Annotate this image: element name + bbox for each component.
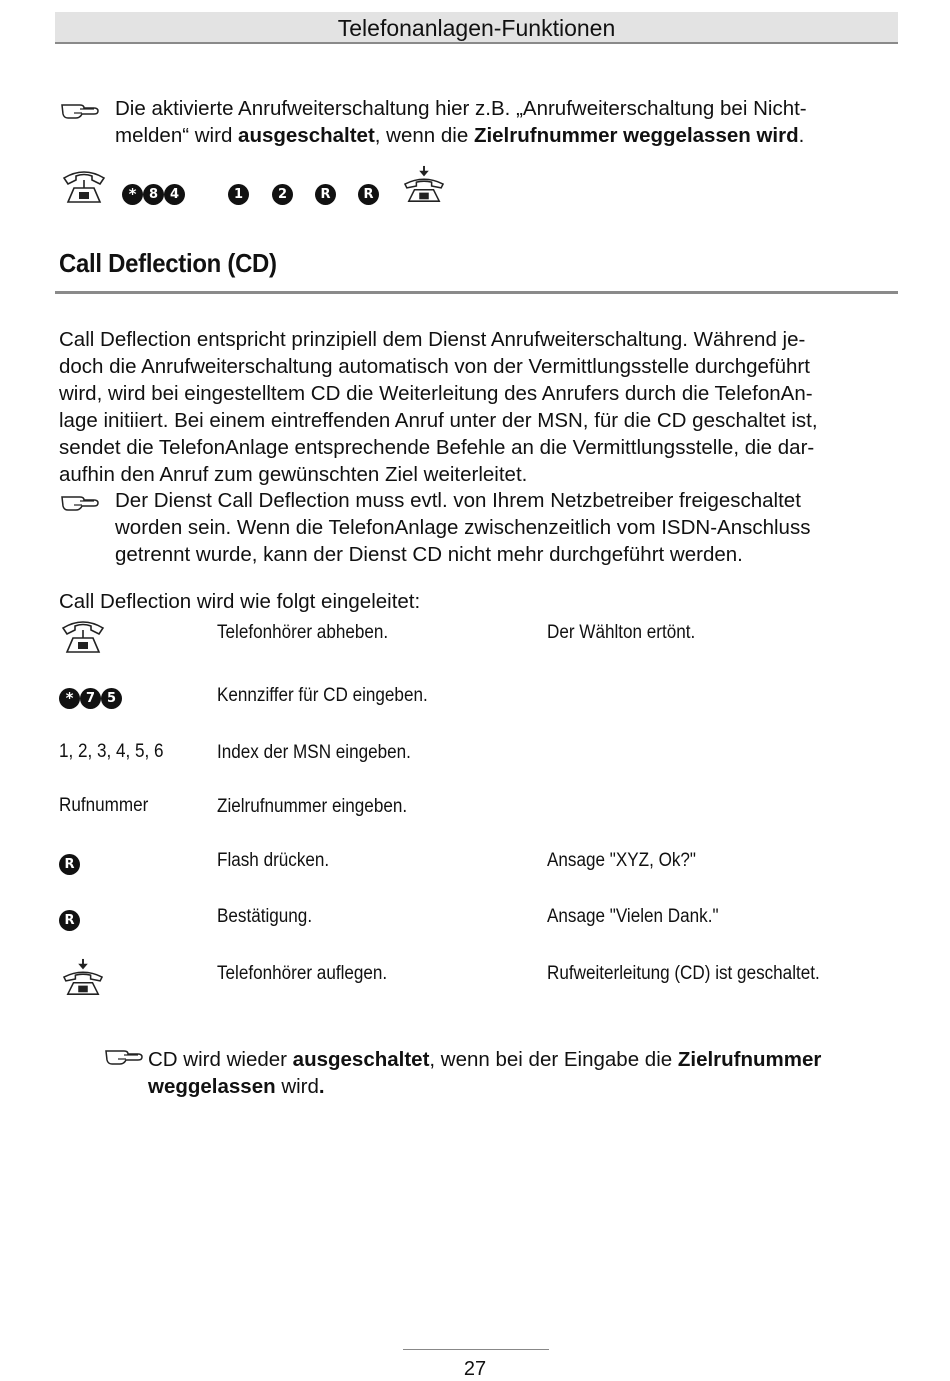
key-7: 7 — [80, 688, 101, 709]
key-4: 4 — [164, 184, 185, 205]
note-3-bold-weggelassen: weggelassen — [148, 1075, 276, 1098]
steps-intro: Call Deflection wird wie folgt eingeleitet: — [59, 590, 421, 613]
step-2-keys — [59, 688, 122, 709]
step-1-action: Telefonhörer abheben. — [217, 622, 389, 643]
step-7-action: Telefonhörer auflegen. — [217, 963, 388, 984]
phone-off-hook-icon — [59, 618, 107, 658]
intro-line: lage initiiert. Bei einem eintreffenden Anruf unter der MSN, für die CD geschaltet ist, — [59, 409, 818, 432]
pointing-hand-icon — [104, 1042, 146, 1066]
section-divider — [55, 291, 898, 294]
footer-divider — [403, 1349, 549, 1350]
note-3 — [148, 1046, 898, 1100]
step-3-label: 1, 2, 3, 4, 5, 6 — [59, 741, 164, 762]
step-4-action: Zielrufnummer eingeben. — [217, 796, 408, 817]
note-3-bold-zielrufnummer: Zielrufnummer — [677, 1048, 822, 1071]
note-3-text: CD wird wieder — [148, 1048, 293, 1071]
note-3-text-end: wird — [275, 1075, 319, 1098]
intro-line: sendet die TelefonAnlage entsprechende Befehle an die Vermittlungsstelle, die dar- — [59, 436, 815, 459]
step-6-action: Bestätigung. — [217, 906, 313, 927]
step-4-label: Rufnummer — [59, 795, 149, 816]
note-3-text-mid: , wenn bei der Eingabe die — [429, 1048, 678, 1071]
note-1-bold-zielrufnummer: Zielrufnummer weggelassen wird — [473, 124, 799, 147]
note-1 — [115, 95, 895, 149]
note-3-line-1 — [148, 1046, 898, 1073]
key-r: R — [358, 184, 379, 205]
intro-line: doch die Anrufweiterschaltung automatisch von der Vermittlungsstelle durchgeführt — [59, 355, 810, 378]
key-5: 5 — [101, 688, 122, 709]
note-3-line-2 — [148, 1073, 898, 1100]
key-star: * — [122, 184, 143, 205]
note-1-bold-ausgeschaltet: ausgeschaltet — [238, 124, 375, 147]
note-2-line: worden sein. Wenn die TelefonAnlage zwischenzeitlich vom ISDN-Anschluss — [115, 516, 811, 539]
key-r: R — [315, 184, 336, 205]
note-3-bold-ausgeschaltet: ausgeschaltet — [292, 1048, 430, 1071]
intro-line: Call Deflection entspricht prinzipiell dem Dienst Anrufweiterschaltung. Während je- — [59, 328, 806, 351]
note-3-period: . — [318, 1075, 325, 1098]
step-6-result: Ansage "Vielen Dank." — [547, 906, 719, 927]
key-r: R — [59, 910, 80, 931]
note-2 — [115, 487, 895, 568]
key-star: * — [59, 688, 80, 709]
intro-paragraph — [59, 326, 899, 488]
step-3-action: Index der MSN eingeben. — [217, 742, 411, 763]
step-7-result: Rufweiterleitung (CD) ist geschaltet. — [547, 963, 820, 984]
note-1-text-end: . — [798, 124, 805, 147]
key-8: 8 — [143, 184, 164, 205]
step-2-action: Kennziffer für CD eingeben. — [217, 685, 428, 706]
step-5-result: Ansage "XYZ, Ok?" — [547, 850, 697, 871]
key-2: 2 — [272, 184, 293, 205]
phone-hang-up-icon — [400, 165, 448, 205]
page-number: 27 — [463, 1358, 487, 1380]
section-title: Call Deflection (CD) — [59, 248, 277, 278]
pointing-hand-icon — [60, 96, 102, 120]
intro-line: aufhin den Anruf zum gewünschten Ziel weiterleitet. — [59, 463, 528, 486]
note-1-text: melden“ wird — [115, 124, 239, 147]
phone-off-hook-icon — [60, 168, 108, 208]
phone-hang-up-icon — [59, 958, 107, 998]
key-sequence-84 — [122, 184, 185, 205]
note-1-line-1: Die aktivierte Anrufweiterschaltung hier z.B. „Anrufweiterschaltung bei Nicht- — [115, 97, 807, 120]
note-1-text-mid: , wenn die — [374, 124, 474, 147]
page-header — [55, 12, 898, 44]
step-1-result: Der Wählton ertönt. — [547, 622, 696, 643]
note-1-line-2 — [115, 122, 895, 149]
note-2-line: getrennt wurde, kann der Dienst CD nicht mehr durchgeführt werden. — [115, 543, 743, 566]
key-r: R — [59, 854, 80, 875]
key-1: 1 — [228, 184, 249, 205]
intro-line: wird, wird bei eingestelltem CD die Weiterleitung des Anrufers durch die TelefonAn- — [59, 382, 813, 405]
note-2-line: Der Dienst Call Deflection muss evtl. von Ihrem Netzbetreiber freigeschaltet — [115, 489, 801, 512]
step-5-action: Flash drücken. — [217, 850, 330, 871]
pointing-hand-icon — [60, 488, 102, 512]
header-title: Telefonanlagen-Funktionen — [337, 15, 616, 41]
